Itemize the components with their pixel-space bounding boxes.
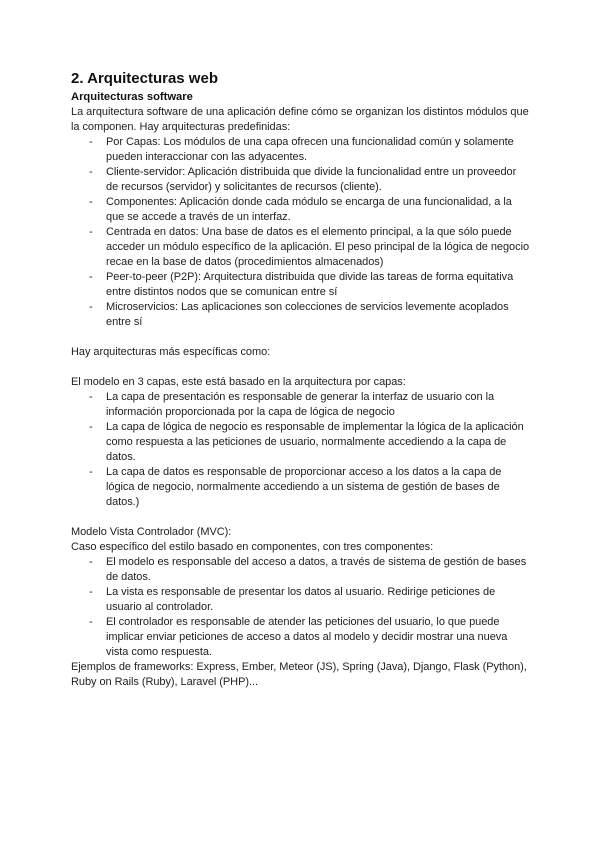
list-item: - Peer-to-peer (P2P): Arquitectura distribuida que divide las tareas de forma equitativa entre distintos nodos que se comunican entre sí xyxy=(106,270,531,300)
subsection-title: Arquitecturas software xyxy=(71,91,193,103)
list-item: - El modelo es responsable del acceso a datos, a través de sistema de gestión de bases de datos. xyxy=(106,555,531,585)
three-layer-list xyxy=(71,390,531,510)
list-item: - Microservicios: Las aplicaciones son colecciones de servicios levemente acoplados entre sí xyxy=(106,300,531,330)
document-page xyxy=(71,70,531,690)
list-item: - La capa de datos es responsable de proporcionar acceso a los datos a la capa de lógica de negocio, normalmente accediendo a un sistema de gestión de bases de datos.) xyxy=(106,465,531,510)
mvc-list xyxy=(71,555,531,660)
three-layer-intro: El modelo en 3 capas, este está basado en la arquitectura por capas: xyxy=(71,376,406,388)
specific-intro: Hay arquitecturas más específicas como: xyxy=(71,346,271,358)
mvc-title: Modelo Vista Controlador (MVC): xyxy=(71,526,232,538)
frameworks-paragraph: Ejemplos de frameworks: Express, Ember, Meteor (JS), Spring (Java), Django, Flask (Python), Ruby on Rails (Ruby), Laravel (PHP)... xyxy=(71,661,527,688)
architectures-list xyxy=(71,135,531,330)
list-item: - Cliente-servidor: Aplicación distribuida que divide la funcionalidad entre un proveedor de recursos (servidor) y solicitantes de recursos (cliente). xyxy=(106,165,531,195)
intro-paragraph: La arquitectura software de una aplicación define cómo se organizan los distintos módulos que la componen. Hay arquitecturas predefinidas: xyxy=(71,106,529,133)
list-item: - La capa de lógica de negocio es responsable de implementar la lógica de la aplicación como respuesta a las peticiones de usuario, normalmente accediendo a la capa de datos. xyxy=(106,420,531,465)
list-item: - Centrada en datos: Una base de datos es el elemento principal, a la que sólo puede acceder un módulo específico de la aplicación. El peso principal de la lógica de negocio recae en la base de datos (procedimientos almacenados) xyxy=(106,225,531,270)
section-title: 2. Arquitecturas web xyxy=(71,70,218,87)
list-item: - El controlador es responsable de atender las peticiones del usuario, lo que puede implicar enviar peticiones de acceso a datos al modelo y decidir mostrar una nueva vista como respuesta. xyxy=(106,615,531,660)
list-item: - Por Capas: Los módulos de una capa ofrecen una funcionalidad común y solamente pueden interaccionar con las adyacentes. xyxy=(106,135,531,165)
list-item: - La vista es responsable de presentar los datos al usuario. Redirige peticiones de usuario al controlador. xyxy=(106,585,531,615)
list-item: - Componentes: Aplicación donde cada módulo se encarga de una funcionalidad, a la que se accede a través de un interfaz. xyxy=(106,195,531,225)
mvc-intro: Caso específico del estilo basado en componentes, con tres componentes: xyxy=(71,541,434,553)
list-item: - La capa de presentación es responsable de generar la interfaz de usuario con la información proporcionada por la capa de lógica de negocio xyxy=(106,390,531,420)
